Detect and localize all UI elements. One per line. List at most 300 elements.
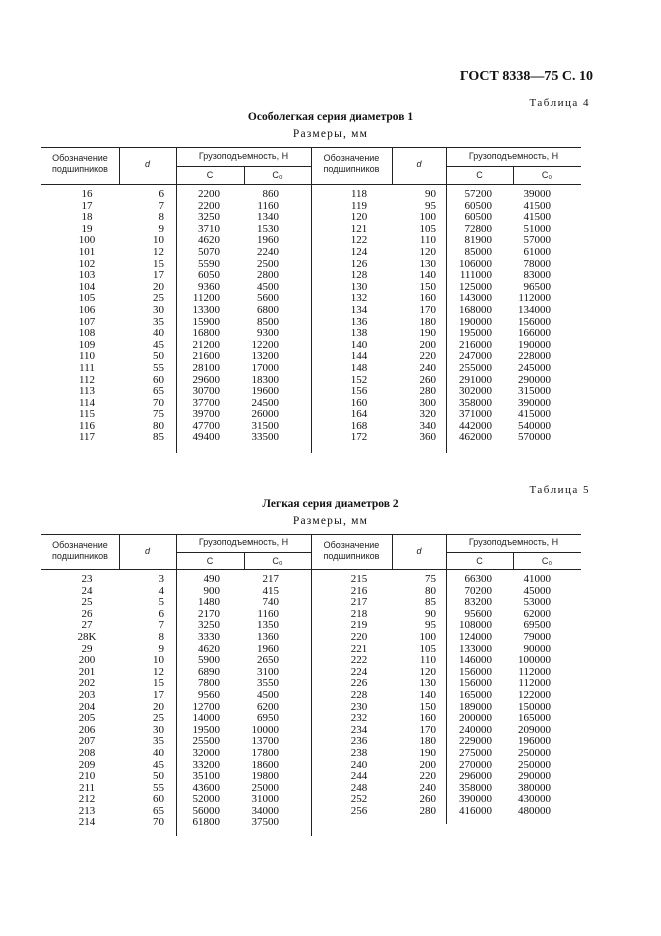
cell-d: 180 [419,735,436,748]
cell-c: 33200 [192,758,220,771]
cell-c: 52000 [192,793,220,806]
cell-d: 190 [419,327,436,340]
cell-designation: 120 [350,211,368,224]
cell-designation: 214 [78,816,96,829]
page-header: ГОСТ 8338—75 С. 10 [459,69,593,84]
table-row [329,713,551,725]
cell-c: 247000 [459,350,492,363]
cell-c: 95600 [464,607,492,620]
col-c0-header: C₀ [541,556,553,566]
cell-c: 195000 [459,327,492,340]
cell-d: 8 [158,211,164,224]
cell-designation: 29 [81,642,93,655]
cell-designation: 107 [78,315,96,328]
cell-c: 255000 [459,361,492,374]
cell-c: 60500 [464,199,492,212]
cell-c0: 250000 [518,758,551,771]
cell-d: 105 [419,642,436,655]
cell-d: 100 [419,211,436,224]
table-row [57,632,279,644]
cell-designation: 122 [350,234,368,247]
cell-c0: 1360 [257,630,279,643]
cell-designation: 18 [81,211,93,224]
cell-c: 156000 [459,677,492,690]
cell-d: 150 [419,700,436,713]
table-row [329,247,551,259]
cell-d: 70 [153,396,164,409]
table-4-subtitle: Размеры, мм [292,128,369,140]
cell-d: 9 [158,222,164,235]
cell-designation: 228 [350,688,368,701]
cell-c: 900 [203,584,220,597]
col-c-header: C [476,556,483,566]
cell-d: 100 [419,630,436,643]
col-designation-header: Обозначение подшипников [323,540,380,561]
cell-c: 5070 [198,245,220,258]
cell-d: 65 [153,804,164,817]
cell-designation: 17 [81,199,93,212]
cell-c0: 51000 [523,222,551,235]
cell-d: 8 [158,630,164,643]
cell-c: 156000 [459,665,492,678]
cell-c0: 1160 [257,199,279,212]
cell-c0: 4500 [257,280,279,293]
cell-c: 133000 [459,642,492,655]
cell-designation: 252 [350,793,368,806]
cell-designation: 234 [350,723,368,736]
cell-d: 25 [153,292,164,305]
cell-c0: 18300 [251,373,279,386]
cell-c0: 196000 [518,735,551,748]
cell-c: 442000 [459,419,492,432]
cell-c: 5900 [198,654,220,667]
cell-c0: 740 [262,596,279,609]
table-row [57,748,279,760]
table-row [329,574,551,586]
cell-c0: 150000 [518,700,551,713]
cell-c: 60500 [464,211,492,224]
cell-c: 66300 [464,573,492,585]
cell-designation: 248 [350,781,368,794]
cell-designation: 19 [81,222,93,235]
cell-c0: 290000 [518,770,551,783]
cell-c: 462000 [459,431,492,444]
cell-d: 180 [419,315,436,328]
cell-c: 111000 [459,269,492,282]
cell-c0: 90000 [523,642,551,655]
cell-designation: 152 [350,373,368,386]
cell-designation: 226 [350,677,368,690]
cell-c: 124000 [459,630,492,643]
cell-c0: 17800 [251,746,279,759]
cell-d: 60 [153,373,164,386]
cell-designation: 201 [78,665,96,678]
cell-c0: 860 [262,188,279,200]
cell-c0: 12200 [251,338,279,351]
cell-c0: 480000 [518,804,551,817]
cell-d: 40 [153,327,164,340]
cell-c0: 41500 [523,211,551,224]
table-row [329,432,551,444]
cell-c: 43600 [192,781,220,794]
table-row [329,386,551,398]
cell-c: 9360 [198,280,220,293]
cell-designation: 211 [78,781,96,794]
cell-d: 80 [153,419,164,432]
cell-c: 9560 [198,688,220,701]
cell-c0: 228000 [518,350,551,363]
cell-d: 7 [158,199,164,212]
col-designation-header: Обозначение подшипников [323,153,380,174]
cell-d: 80 [425,584,436,597]
cell-c0: 41500 [523,199,551,212]
cell-d: 65 [153,385,164,398]
cell-designation: 224 [350,665,368,678]
cell-c0: 1960 [257,234,279,247]
cell-d: 45 [153,338,164,351]
cell-designation: 134 [350,303,368,316]
table-5-title: Легкая серия диаметров 2 [262,498,399,510]
cell-c: 7800 [198,677,220,690]
cell-c0: 3100 [257,665,279,678]
cell-c: 14000 [192,712,220,725]
cell-c0: 6200 [257,700,279,713]
cell-d: 75 [153,408,164,421]
cell-c0: 6950 [257,712,279,725]
table-5-left-rows [57,574,279,829]
cell-c0: 19600 [251,385,279,398]
cell-d: 300 [419,396,436,409]
cell-c0: 415 [262,584,279,597]
cell-c: 3710 [198,222,220,235]
cell-d: 120 [419,665,436,678]
table-4 [41,147,581,453]
cell-designation: 203 [78,688,96,701]
cell-c: 189000 [459,700,492,713]
cell-designation: 217 [350,596,368,609]
table-row [57,305,279,317]
cell-d: 17 [153,269,164,282]
cell-d: 150 [419,280,436,293]
cell-c0: 209000 [518,723,551,736]
cell-c: 47700 [192,419,220,432]
cell-d: 260 [419,793,436,806]
cell-designation: 232 [350,712,368,725]
cell-c: 21600 [192,350,220,363]
cell-d: 12 [153,245,164,258]
cell-d: 4 [158,584,164,597]
cell-c: 57200 [464,188,492,200]
cell-c0: 245000 [518,361,551,374]
cell-designation: 113 [78,385,96,398]
cell-d: 3 [158,573,164,585]
table-row [329,632,551,644]
table-row [329,305,551,317]
cell-designation: 101 [78,245,96,258]
cell-designation: 106 [78,303,96,316]
cell-c0: 315000 [518,385,551,398]
table-4-title: Особолегкая серия диаметров 1 [247,111,414,123]
cell-c: 70200 [464,584,492,597]
cell-designation: 215 [350,573,368,585]
table-row [57,817,279,829]
cell-c: 4620 [198,234,220,247]
cell-designation: 168 [350,419,368,432]
cell-d: 55 [153,781,164,794]
cell-c: 125000 [459,280,492,293]
table-row [57,771,279,783]
cell-c0: 13200 [251,350,279,363]
cell-d: 130 [419,257,436,270]
cell-d: 85 [153,431,164,444]
cell-c0: 134000 [518,303,551,316]
cell-c0: 57000 [523,234,551,247]
cell-d: 170 [419,303,436,316]
cell-c0: 10000 [251,723,279,736]
cell-designation: 102 [78,257,96,270]
cell-d: 90 [425,607,436,620]
cell-c0: 1160 [257,607,279,620]
cell-c: 146000 [459,654,492,667]
col-d-header: d [416,546,422,556]
cell-designation: 121 [350,222,368,235]
cell-d: 85 [425,596,436,609]
cell-c0: 100000 [518,654,551,667]
cell-d: 280 [419,804,436,817]
cell-c: 371000 [459,408,492,421]
cell-c: 3250 [198,211,220,224]
table-row [57,363,279,375]
cell-c0: 19800 [251,770,279,783]
cell-c: 11200 [192,292,220,305]
cell-designation: 118 [350,188,368,200]
cell-d: 320 [419,408,436,421]
cell-c0: 6800 [257,303,279,316]
cell-designation: 126 [350,257,368,270]
cell-designation: 119 [350,199,368,212]
cell-designation: 207 [78,735,96,748]
cell-designation: 240 [350,758,368,771]
cell-designation: 27 [81,619,93,632]
col-c0-header: C₀ [272,170,283,180]
table-row [329,189,551,201]
cell-d: 160 [419,292,436,305]
cell-d: 17 [153,688,164,701]
cell-c: 6050 [198,269,220,282]
cell-c: 5590 [198,257,220,270]
cell-c0: 31000 [251,793,279,806]
cell-c0: 9300 [257,327,279,340]
cell-d: 20 [153,280,164,293]
cell-d: 7 [158,619,164,632]
cell-c0: 1340 [257,211,279,224]
cell-c0: 380000 [518,781,551,794]
cell-designation: 206 [78,723,96,736]
cell-c: 16800 [192,327,220,340]
cell-c0: 112000 [518,677,551,690]
cell-designation: 130 [350,280,368,293]
table-row [329,270,551,282]
cell-designation: 208 [78,746,96,759]
cell-c0: 45000 [523,584,551,597]
cell-d: 6 [158,607,164,620]
cell-c: 2170 [198,607,220,620]
cell-d: 40 [153,746,164,759]
cell-c0: 2650 [257,654,279,667]
cell-c0: 217 [262,573,279,585]
cell-c: 390000 [459,793,492,806]
cell-c: 12700 [192,700,220,713]
cell-c0: 8500 [257,315,279,328]
cell-c: 200000 [459,712,492,725]
cell-c: 106000 [459,257,492,270]
cell-c: 85000 [464,245,492,258]
cell-c: 302000 [459,385,492,398]
table-row [329,655,551,667]
cell-c: 190000 [459,315,492,328]
cell-c0: 112000 [518,292,551,305]
col-load-header: Грузоподъемность, Н [468,151,559,161]
cell-d: 200 [419,758,436,771]
cell-c0: 390000 [518,396,551,409]
cell-designation: 112 [78,373,96,386]
cell-c0: 112000 [518,665,551,678]
cell-designation: 209 [78,758,96,771]
cell-designation: 114 [78,396,96,409]
table-row [329,363,551,375]
cell-c0: 61000 [523,245,551,258]
cell-designation: 116 [78,419,96,432]
cell-c: 83200 [464,596,492,609]
cell-c0: 33500 [251,431,279,444]
cell-c0: 430000 [518,793,551,806]
cell-designation: 104 [78,280,96,293]
cell-c: 6890 [198,665,220,678]
cell-d: 20 [153,700,164,713]
cell-d: 15 [153,257,164,270]
cell-designation: 100 [78,234,96,247]
cell-c: 416000 [459,804,492,817]
cell-c0: 1350 [257,619,279,632]
table-row [329,748,551,760]
col-load-header: Грузоподъемность, Н [468,537,559,547]
cell-designation: 108 [78,327,96,340]
cell-designation: 220 [350,630,368,643]
cell-c0: 13700 [251,735,279,748]
table-row [57,247,279,259]
cell-c0: 18600 [251,758,279,771]
cell-c0: 34000 [251,804,279,817]
cell-designation: 218 [350,607,368,620]
cell-d: 35 [153,735,164,748]
col-c-header: C [206,556,214,566]
cell-d: 55 [153,361,164,374]
cell-c0: 5600 [257,292,279,305]
cell-c: 56000 [192,804,220,817]
cell-c0: 69500 [523,619,551,632]
cell-designation: 140 [350,338,368,351]
cell-d: 70 [153,816,164,829]
table-row [329,806,551,818]
cell-c0: 2800 [257,269,279,282]
cell-designation: 238 [350,746,368,759]
cell-designation: 205 [78,712,96,725]
cell-designation: 156 [350,385,368,398]
cell-designation: 222 [350,654,368,667]
cell-c: 2200 [198,188,220,200]
cell-designation: 160 [350,396,368,409]
cell-designation: 221 [350,642,368,655]
cell-c: 168000 [459,303,492,316]
cell-d: 190 [419,746,436,759]
col-d-header: d [144,159,150,169]
table-5-right-rows [329,574,551,817]
cell-c0: 39000 [523,188,551,200]
cell-d: 25 [153,712,164,725]
cell-designation: 172 [350,431,368,444]
cell-designation: 16 [81,188,93,200]
cell-designation: 132 [350,292,368,305]
cell-c: 49400 [192,431,220,444]
cell-c: 25500 [192,735,220,748]
col-d-header: d [416,159,422,169]
cell-designation: 115 [78,408,96,421]
cell-designation: 105 [78,292,96,305]
cell-d: 260 [419,373,436,386]
cell-designation: 109 [78,338,96,351]
table-row [57,574,279,586]
cell-d: 10 [153,234,164,247]
cell-designation: 210 [78,770,96,783]
cell-c: 143000 [459,292,492,305]
table-5-label: Таблица 5 [529,484,590,496]
cell-designation: 212 [78,793,96,806]
cell-c0: 250000 [518,746,551,759]
cell-designation: 111 [79,361,95,374]
cell-c0: 31500 [251,419,279,432]
cell-c0: 53000 [523,596,551,609]
cell-c: 32000 [192,746,220,759]
table-row [57,270,279,282]
cell-c: 3250 [198,619,220,632]
cell-designation: 138 [350,327,368,340]
cell-designation: 26 [81,607,93,620]
cell-designation: 28K [77,630,97,643]
cell-d: 105 [419,222,436,235]
table-row [57,713,279,725]
cell-d: 95 [425,619,436,632]
col-c0-header: C₀ [272,556,283,566]
cell-c: 72800 [464,222,492,235]
cell-c: 21200 [192,338,220,351]
cell-d: 110 [419,654,436,667]
cell-c0: 4500 [257,688,279,701]
cell-d: 120 [419,245,436,258]
cell-c0: 1960 [257,642,279,655]
cell-designation: 128 [350,269,368,282]
cell-c: 29600 [192,373,220,386]
col-designation-header: Обозначение подшипников [52,540,108,561]
cell-designation: 219 [350,619,368,632]
cell-c0: 83000 [523,269,551,282]
cell-c: 275000 [459,746,492,759]
table-4-left-rows [57,189,279,444]
cell-c0: 26000 [251,408,279,421]
cell-d: 45 [153,758,164,771]
cell-d: 220 [419,770,436,783]
cell-d: 220 [419,350,436,363]
cell-designation: 117 [78,431,96,444]
